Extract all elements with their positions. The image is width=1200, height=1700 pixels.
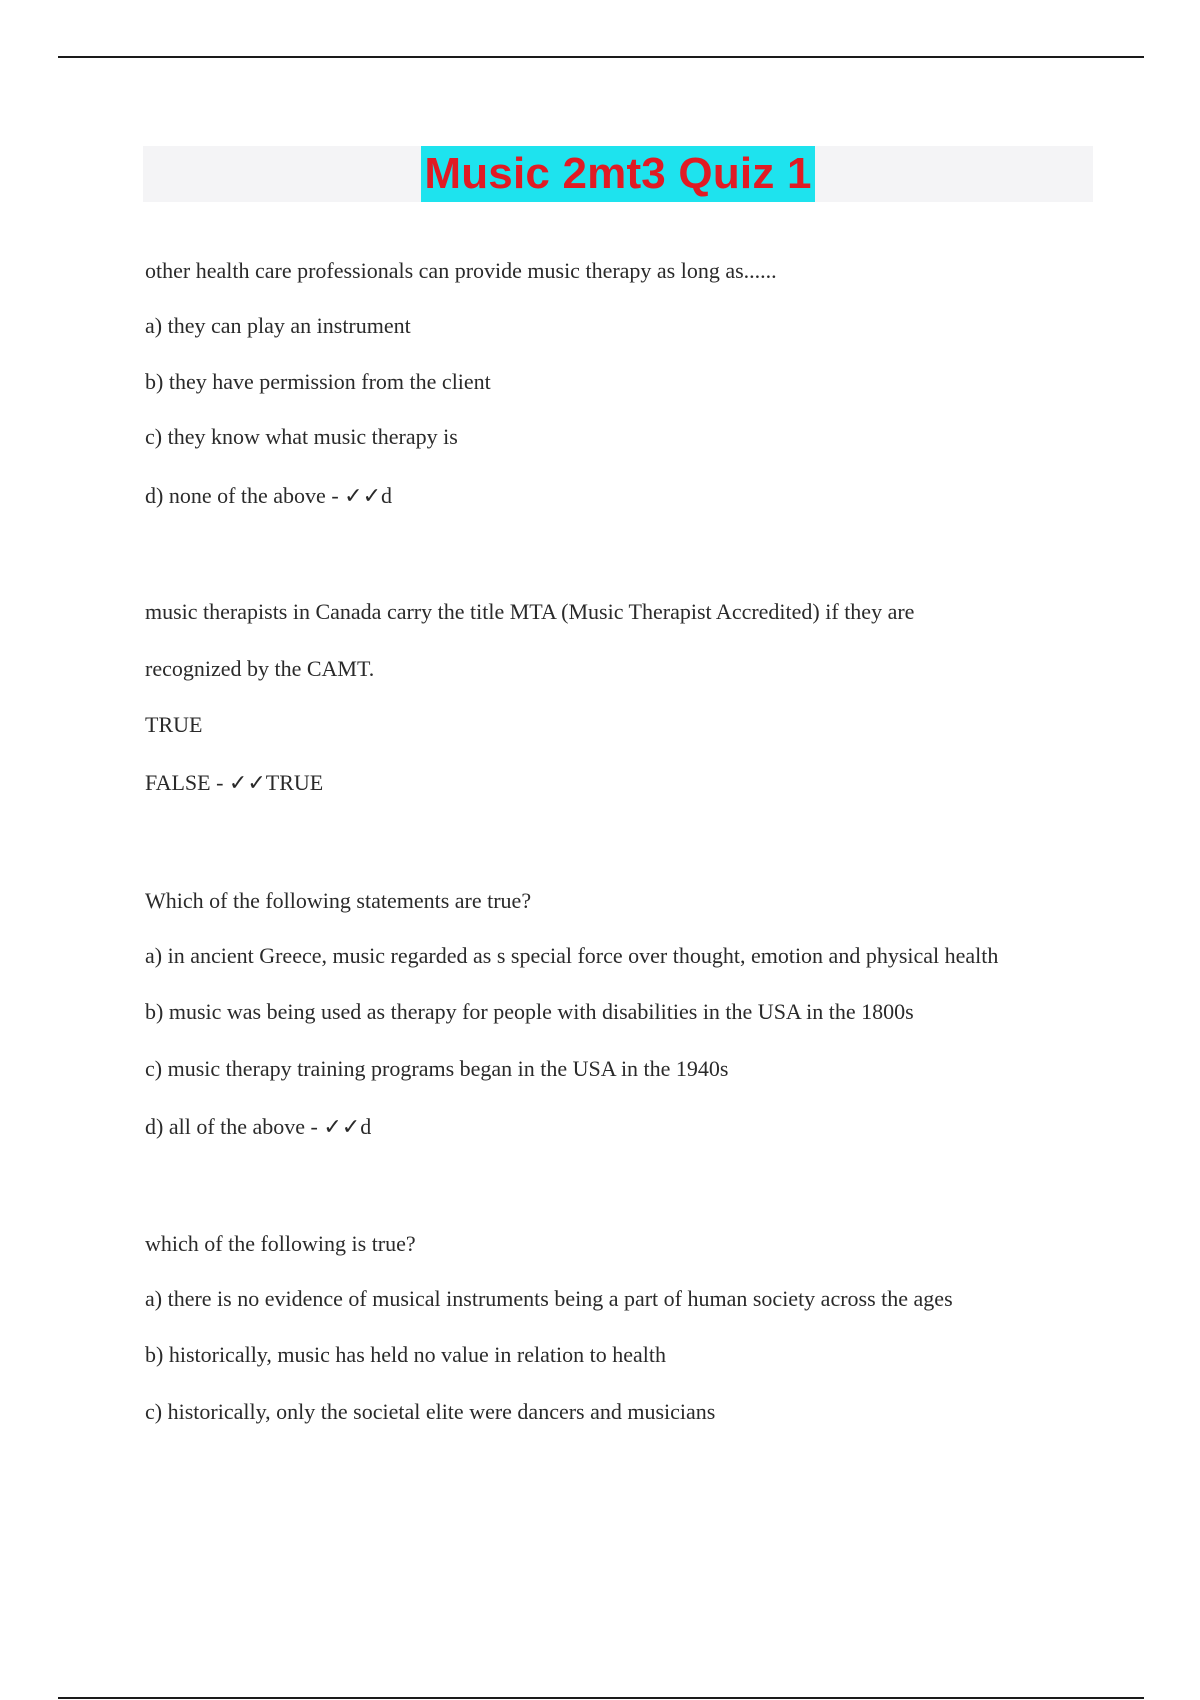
question-3-prompt: Which of the following statements are true?	[145, 888, 532, 913]
question-1-prompt: other health care professionals can provide music therapy as long as......	[145, 258, 777, 283]
question-4-option-c: c) historically, only the societal elite were dancers and musicians	[145, 1399, 716, 1424]
question-1-option-c: c) they know what music therapy is	[145, 424, 458, 449]
question-4-prompt: which of the following is true?	[145, 1231, 416, 1256]
question-2-option-false-answer: FALSE - ✓✓TRUE	[145, 770, 324, 795]
question-2-prompt-line1: music therapists in Canada carry the title MTA (Music Therapist Accredited) if they are	[145, 599, 915, 624]
bottom-divider	[58, 1697, 1144, 1699]
question-3-option-a: a) in ancient Greece, music regarded as s special force over thought, emotion and physical health	[145, 943, 999, 968]
question-1-option-d-answer: d) none of the above - ✓✓d	[145, 483, 393, 508]
document-title: Music 2mt3 Quiz 1	[421, 146, 814, 202]
title-banner	[143, 146, 1093, 202]
question-1-option-b: b) they have permission from the client	[145, 369, 491, 394]
question-3-option-b: b) music was being used as therapy for people with disabilities in the USA in the 1800s	[145, 999, 914, 1024]
question-1-option-a: a) they can play an instrument	[145, 313, 411, 338]
question-2-option-true: TRUE	[145, 712, 203, 737]
question-4-option-b: b) historically, music has held no value in relation to health	[145, 1342, 666, 1367]
question-3-option-d-answer: d) all of the above - ✓✓d	[145, 1114, 372, 1139]
top-divider	[58, 56, 1144, 58]
question-4-option-a: a) there is no evidence of musical instruments being a part of human society across the ages	[145, 1286, 953, 1311]
question-2-prompt-line2: recognized by the CAMT.	[145, 656, 375, 681]
question-3-option-c: c) music therapy training programs began in the USA in the 1940s	[145, 1056, 729, 1081]
